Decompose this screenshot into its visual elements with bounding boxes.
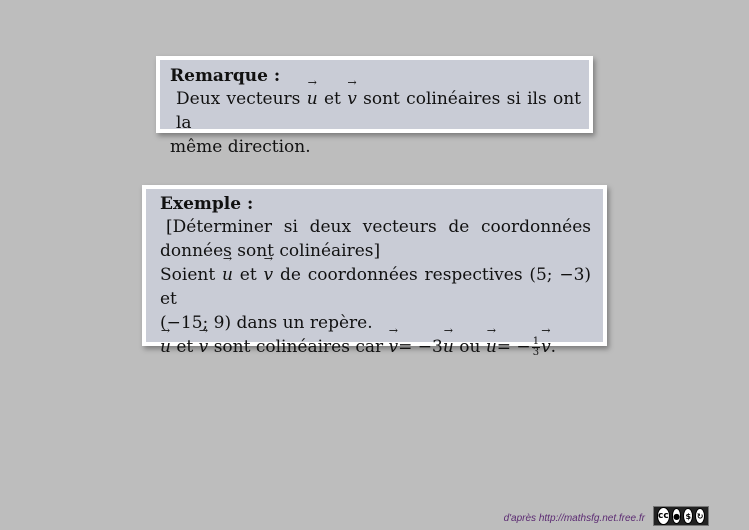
vector-v: → v <box>347 87 357 111</box>
remarque-line-2: même direction. <box>170 137 311 157</box>
vector-u: → u <box>443 335 454 359</box>
sa-icon: ↻ <box>695 508 705 524</box>
cc-icon: cc <box>657 507 670 525</box>
remarque-text-a: Deux vecteurs <box>176 89 301 109</box>
nc-icon: $ <box>683 508 693 524</box>
exemple-conclusion-text: sont colinéaires car <box>213 337 384 357</box>
exemple-et: et <box>239 265 257 285</box>
vector-v: → v <box>264 263 274 287</box>
vector-v: → v <box>389 335 399 359</box>
cc-license-badge[interactable] <box>653 506 709 526</box>
remarque-box <box>156 56 593 157</box>
remarque-et: et <box>324 89 341 109</box>
exemple-line-4: (−15; 9) dans un repère. <box>160 313 373 333</box>
exemple-coords-text: de coordonnées respectives (5; −3) et <box>160 265 592 309</box>
remarque-line-1 <box>170 87 581 135</box>
exemple-box <box>142 185 607 358</box>
fraction-one-third <box>532 337 540 358</box>
exemple-line-2: données sont colinéaires] <box>160 241 381 261</box>
vector-v: → v <box>199 335 209 359</box>
by-icon: ● <box>672 508 682 524</box>
exemple-title: Exemple : <box>160 194 254 214</box>
vector-v: → v <box>541 335 551 359</box>
exemple-line-1: [Déterminer si deux vecteurs de coordonnées <box>166 217 591 237</box>
vector-u: → u <box>307 87 318 111</box>
remarque-text-b: sont colinéaires si ils ont la <box>176 89 582 133</box>
exemple-eq2: = − <box>496 337 531 357</box>
exemple-soient: Soient <box>160 265 216 285</box>
exemple-ou: ou <box>459 337 481 357</box>
fraction-denominator: 3 <box>532 347 540 358</box>
vector-u: → u <box>222 263 233 287</box>
exemple-line-5 <box>160 335 591 359</box>
fraction-numerator: 1 <box>532 336 540 347</box>
exemple-line-3 <box>160 263 591 311</box>
exemple-eq1: = −3 <box>398 337 443 357</box>
exemple-et: et <box>176 337 194 357</box>
vector-u: → u <box>160 335 171 359</box>
vector-u: → u <box>486 335 497 359</box>
remarque-title: Remarque : <box>170 66 281 86</box>
exemple-end-dot: . <box>550 337 557 357</box>
footer-credit: d'après http://mathsfg.net.free.fr <box>503 513 645 524</box>
